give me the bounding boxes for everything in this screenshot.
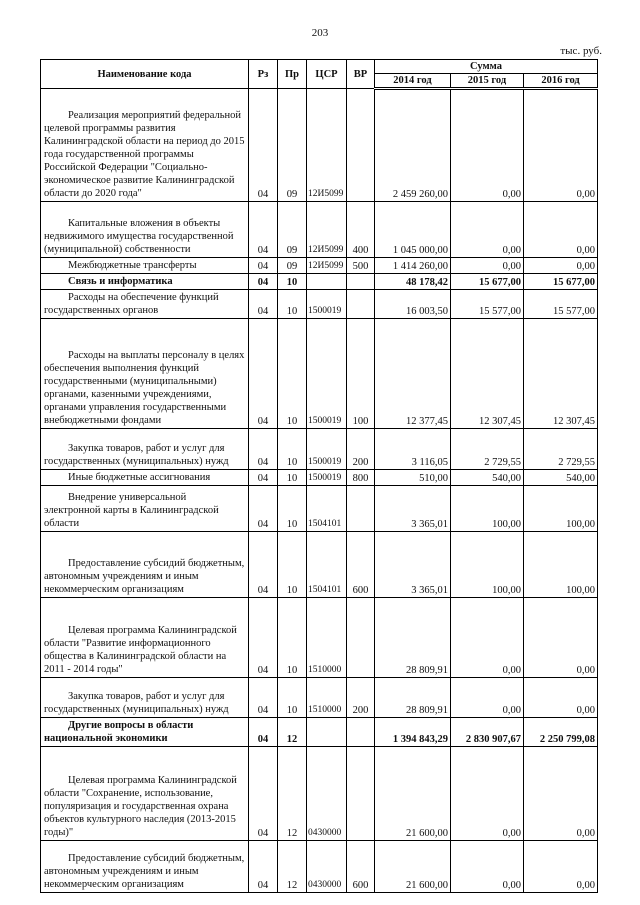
row-name-text: Капитальные вложения в объекты недвижимого имущества государственной (муниципальной) собственности bbox=[44, 218, 234, 255]
row-name bbox=[41, 486, 249, 532]
cell-vr: 800 bbox=[347, 470, 375, 486]
cell-csr: 1500019 bbox=[307, 319, 347, 429]
cell-y2016: 2 729,55 bbox=[524, 429, 598, 470]
row-name-text: Межбюджетные трансферты bbox=[68, 260, 197, 271]
cell-y2014: 3 116,05 bbox=[375, 429, 451, 470]
cell-csr: 12И5099 bbox=[307, 202, 347, 258]
cell-y2015: 0,00 bbox=[451, 678, 524, 718]
cell-y2014: 28 809,91 bbox=[375, 678, 451, 718]
cell-vr bbox=[347, 486, 375, 532]
header-csr: ЦСР bbox=[307, 60, 347, 89]
cell-csr: 1504101 bbox=[307, 532, 347, 598]
cell-rz: 04 bbox=[249, 429, 278, 470]
cell-vr: 600 bbox=[347, 532, 375, 598]
cell-rz: 04 bbox=[249, 470, 278, 486]
table-row bbox=[41, 89, 598, 202]
cell-rz: 04 bbox=[249, 678, 278, 718]
cell-y2016: 2 250 799,08 bbox=[524, 718, 598, 747]
cell-pr: 10 bbox=[278, 532, 307, 598]
cell-y2014: 3 365,01 bbox=[375, 532, 451, 598]
table-row bbox=[41, 678, 598, 718]
row-name bbox=[41, 598, 249, 678]
cell-y2016: 100,00 bbox=[524, 532, 598, 598]
cell-rz: 04 bbox=[249, 258, 278, 274]
table-row bbox=[41, 486, 598, 532]
table-row bbox=[41, 258, 598, 274]
header-2014: 2014 год bbox=[375, 74, 451, 89]
cell-pr: 10 bbox=[278, 678, 307, 718]
cell-vr bbox=[347, 290, 375, 319]
cell-y2015: 0,00 bbox=[451, 598, 524, 678]
cell-y2015: 0,00 bbox=[451, 89, 524, 202]
row-name-text: Целевая программа Калининградской области "Развитие информационного общества в Калининградской области на 2011 - 2014 годы" bbox=[44, 625, 237, 675]
cell-vr bbox=[347, 274, 375, 290]
table-row bbox=[41, 747, 598, 841]
cell-y2016: 15 577,00 bbox=[524, 290, 598, 319]
cell-vr bbox=[347, 718, 375, 747]
cell-y2014: 21 600,00 bbox=[375, 747, 451, 841]
row-name bbox=[41, 718, 249, 747]
header-2016: 2016 год bbox=[524, 74, 598, 89]
cell-pr: 12 bbox=[278, 718, 307, 747]
cell-y2016: 100,00 bbox=[524, 486, 598, 532]
cell-pr: 10 bbox=[278, 290, 307, 319]
cell-vr bbox=[347, 747, 375, 841]
cell-vr: 400 bbox=[347, 202, 375, 258]
header-vr: ВР bbox=[347, 60, 375, 89]
cell-y2014: 3 365,01 bbox=[375, 486, 451, 532]
cell-y2015: 2 729,55 bbox=[451, 429, 524, 470]
row-name-text: Связь и информатика bbox=[68, 276, 173, 287]
cell-y2014: 21 600,00 bbox=[375, 841, 451, 893]
row-name bbox=[41, 470, 249, 486]
cell-pr: 09 bbox=[278, 89, 307, 202]
row-name bbox=[41, 429, 249, 470]
table-row bbox=[41, 274, 598, 290]
row-name-text: Закупка товаров, работ и услуг для государственных (муниципальных) нужд bbox=[44, 691, 229, 715]
cell-y2015: 0,00 bbox=[451, 202, 524, 258]
row-name bbox=[41, 274, 249, 290]
table-row bbox=[41, 841, 598, 893]
cell-vr: 100 bbox=[347, 319, 375, 429]
cell-y2016: 0,00 bbox=[524, 841, 598, 893]
cell-pr: 10 bbox=[278, 486, 307, 532]
table-row bbox=[41, 319, 598, 429]
cell-y2016: 0,00 bbox=[524, 598, 598, 678]
row-name-text: Расходы на выплаты персоналу в целях обеспечения выполнения функций государственными (муниципальными) органами, казенными учреждениями, органами управления государственными внебюджетными фондами bbox=[44, 350, 245, 426]
row-name bbox=[41, 89, 249, 202]
cell-rz: 04 bbox=[249, 290, 278, 319]
cell-rz: 04 bbox=[249, 841, 278, 893]
cell-csr bbox=[307, 718, 347, 747]
cell-vr bbox=[347, 598, 375, 678]
cell-csr: 1504101 bbox=[307, 486, 347, 532]
row-name-text: Другие вопросы в области национальной экономики bbox=[44, 720, 194, 744]
table-row bbox=[41, 598, 598, 678]
cell-rz: 04 bbox=[249, 202, 278, 258]
cell-y2014: 1 045 000,00 bbox=[375, 202, 451, 258]
header-sum: Сумма bbox=[375, 60, 598, 74]
cell-csr: 0430000 bbox=[307, 841, 347, 893]
cell-vr: 200 bbox=[347, 429, 375, 470]
row-name bbox=[41, 258, 249, 274]
cell-y2015: 0,00 bbox=[451, 258, 524, 274]
page-number: 203 bbox=[311, 27, 329, 39]
cell-y2015: 12 307,45 bbox=[451, 319, 524, 429]
row-name bbox=[41, 841, 249, 893]
budget-table bbox=[40, 59, 598, 893]
cell-vr: 500 bbox=[347, 258, 375, 274]
cell-pr: 12 bbox=[278, 841, 307, 893]
cell-y2014: 48 178,42 bbox=[375, 274, 451, 290]
table-body bbox=[41, 89, 598, 893]
cell-rz: 04 bbox=[249, 319, 278, 429]
cell-rz: 04 bbox=[249, 89, 278, 202]
cell-rz: 04 bbox=[249, 532, 278, 598]
cell-y2014: 28 809,91 bbox=[375, 598, 451, 678]
cell-y2014: 510,00 bbox=[375, 470, 451, 486]
cell-y2015: 100,00 bbox=[451, 532, 524, 598]
cell-csr: 12И5099 bbox=[307, 89, 347, 202]
cell-y2016: 0,00 bbox=[524, 89, 598, 202]
cell-rz: 04 bbox=[249, 718, 278, 747]
cell-y2015: 0,00 bbox=[451, 747, 524, 841]
table-row bbox=[41, 470, 598, 486]
cell-y2016: 0,00 bbox=[524, 747, 598, 841]
cell-rz: 04 bbox=[249, 747, 278, 841]
cell-y2016: 540,00 bbox=[524, 470, 598, 486]
row-name bbox=[41, 202, 249, 258]
cell-vr: 600 bbox=[347, 841, 375, 893]
row-name-text: Закупка товаров, работ и услуг для государственных (муниципальных) нужд bbox=[44, 443, 229, 467]
cell-pr: 09 bbox=[278, 202, 307, 258]
row-name-text: Внедрение универсальной электронной карты в Калининградской области bbox=[44, 492, 219, 529]
row-name-text: Реализация мероприятий федеральной целевой программы развития Калининградской области на период до 2015 года государственной программы Российской Федерации "Социально-экономическое развитие Калининградской области до 2020 года" bbox=[44, 110, 245, 199]
cell-rz: 04 bbox=[249, 486, 278, 532]
cell-pr: 10 bbox=[278, 470, 307, 486]
header-name: Наименование кода bbox=[41, 60, 249, 89]
cell-pr: 10 bbox=[278, 319, 307, 429]
cell-pr: 12 bbox=[278, 747, 307, 841]
cell-y2016: 12 307,45 bbox=[524, 319, 598, 429]
row-name-text: Целевая программа Калининградской области "Сохранение, использование, популяризация и государственная охрана объектов культурного наследия (2013-2015 годы)" bbox=[44, 775, 237, 838]
table-row bbox=[41, 532, 598, 598]
cell-y2016: 0,00 bbox=[524, 258, 598, 274]
cell-pr: 09 bbox=[278, 258, 307, 274]
cell-y2015: 100,00 bbox=[451, 486, 524, 532]
cell-csr: 1500019 bbox=[307, 290, 347, 319]
row-name-text: Предоставление субсидий бюджетным, автономным учреждениям и иным некоммерческим организациям bbox=[44, 558, 245, 595]
cell-y2016: 15 677,00 bbox=[524, 274, 598, 290]
cell-y2015: 2 830 907,67 bbox=[451, 718, 524, 747]
table-row bbox=[41, 202, 598, 258]
unit-label: тыс. руб. bbox=[560, 45, 602, 57]
cell-csr: 0430000 bbox=[307, 747, 347, 841]
cell-y2014: 16 003,50 bbox=[375, 290, 451, 319]
row-name bbox=[41, 678, 249, 718]
row-name bbox=[41, 532, 249, 598]
cell-vr bbox=[347, 89, 375, 202]
cell-csr: 12И5099 bbox=[307, 258, 347, 274]
cell-pr: 10 bbox=[278, 429, 307, 470]
table-row bbox=[41, 718, 598, 747]
cell-y2015: 540,00 bbox=[451, 470, 524, 486]
cell-csr: 1510000 bbox=[307, 598, 347, 678]
row-name bbox=[41, 319, 249, 429]
table-row bbox=[41, 429, 598, 470]
cell-csr: 1500019 bbox=[307, 470, 347, 486]
row-name-text: Расходы на обеспечение функций государственных органов bbox=[44, 292, 219, 316]
cell-y2015: 0,00 bbox=[451, 841, 524, 893]
cell-csr: 1500019 bbox=[307, 429, 347, 470]
row-name-text: Иные бюджетные ассигнования bbox=[68, 472, 211, 483]
cell-pr: 10 bbox=[278, 598, 307, 678]
table-row bbox=[41, 290, 598, 319]
row-name bbox=[41, 747, 249, 841]
cell-y2016: 0,00 bbox=[524, 202, 598, 258]
cell-y2014: 1 394 843,29 bbox=[375, 718, 451, 747]
row-name-text: Предоставление субсидий бюджетным, автономным учреждениям и иным некоммерческим организациям bbox=[44, 853, 245, 890]
cell-y2016: 0,00 bbox=[524, 678, 598, 718]
cell-y2014: 1 414 260,00 bbox=[375, 258, 451, 274]
header-pr: Пр bbox=[278, 60, 307, 89]
cell-rz: 04 bbox=[249, 598, 278, 678]
row-name bbox=[41, 290, 249, 319]
cell-y2015: 15 577,00 bbox=[451, 290, 524, 319]
header-rz: Рз bbox=[249, 60, 278, 89]
cell-pr: 10 bbox=[278, 274, 307, 290]
cell-csr bbox=[307, 274, 347, 290]
cell-vr: 200 bbox=[347, 678, 375, 718]
cell-y2014: 12 377,45 bbox=[375, 319, 451, 429]
cell-y2015: 15 677,00 bbox=[451, 274, 524, 290]
cell-csr: 1510000 bbox=[307, 678, 347, 718]
cell-rz: 04 bbox=[249, 274, 278, 290]
header-2015: 2015 год bbox=[451, 74, 524, 89]
cell-y2014: 2 459 260,00 bbox=[375, 89, 451, 202]
